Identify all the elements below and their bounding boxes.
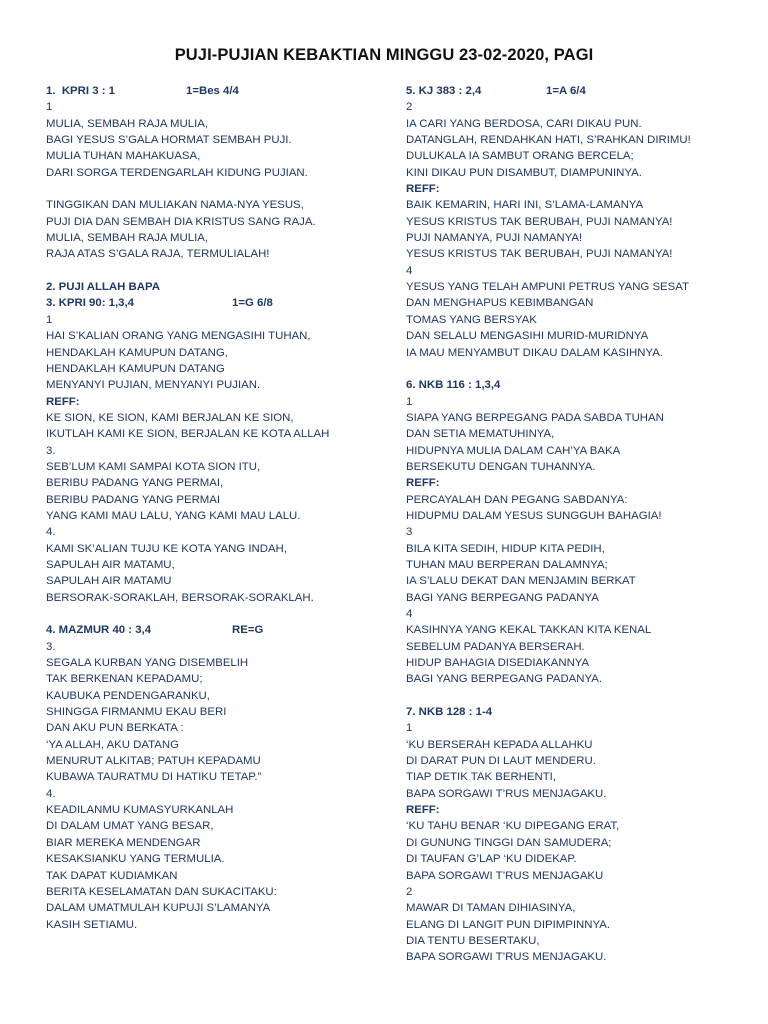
refrain-label: REFF: [406, 804, 440, 817]
lyric-line: MENURUT ALKITAB; PATUH KEPADAMU [46, 755, 261, 768]
lyric-line: BAGI YANG BERPEGANG PADANYA. [406, 673, 603, 686]
lyric-line: 4 [406, 264, 413, 277]
lyric-line: MULIA TUHAN MAHAKUASA, [46, 150, 201, 163]
lyric-line: DI DALAM UMAT YANG BESAR, [46, 820, 214, 833]
lyric-line: BERITA KESELAMATAN DAN SUKACITAKU: [46, 885, 277, 898]
song-title: 2. PUJI ALLAH BAPA [46, 281, 160, 294]
lyric-line: HAI S’KALIAN ORANG YANG MENGASIHI TUHAN, [46, 330, 311, 343]
lyric-line: 1 [46, 101, 53, 114]
lyric-line: DAN MENGHAPUS KEBIMBANGAN [406, 297, 594, 310]
lyric-line: TINGGIKAN DAN MULIAKAN NAMA-NYA YESUS, [46, 199, 304, 212]
lyric-line: BIAR MEREKA MENDENGAR [46, 836, 201, 849]
lyric-line: YESUS KRISTUS TAK BERUBAH, PUJI NAMANYA! [406, 215, 673, 228]
lyric-line: SIAPA YANG BERPEGANG PADA SABDA TUHAN [406, 411, 664, 424]
refrain-label: REFF: [406, 477, 440, 490]
song-number: 5. KJ 383 : 2,4 [406, 85, 482, 97]
lyric-line: HENDAKLAH KAMUPUN DATANG, [46, 346, 228, 359]
song-key: 1=Bes 4/4 [186, 85, 239, 97]
lyric-line: DI DARAT PUN DI LAUT MENDERU. [406, 755, 596, 768]
blank-line [46, 263, 386, 279]
lyric-line: TOMAS YANG BERSYAK [406, 313, 537, 326]
lyric-line: TUHAN MAU BERPERAN DALAMNYA; [406, 558, 608, 571]
song-key: 1=G 6/8 [232, 297, 273, 310]
lyric-line: IA CARI YANG BERDOSA, CARI DIKAU PUN. [406, 117, 642, 130]
lyric-line: ‘YA ALLAH, AKU DATANG [46, 738, 179, 751]
lyric-line: 1 [46, 313, 53, 326]
song-header [46, 622, 386, 638]
lyric-line: PUJI DIA DAN SEMBAH DIA KRISTUS SANG RAJA. [46, 215, 316, 228]
lyric-line: DAN AKU PUN BERKATA : [46, 722, 184, 735]
lyric-line: DIA TENTU BESERTAKU, [406, 934, 540, 947]
lyric-line: YANG KAMI MAU LALU, YANG KAMI MAU LALU. [46, 509, 301, 522]
lyric-line: 1 [406, 395, 413, 408]
lyric-line: BAGI YESUS S’GALA HORMAT SEMBAH PUJI. [46, 134, 292, 147]
page-title: PUJI-PUJIAN KEBAKTIAN MINGGU 23-02-2020, PAGI [174, 46, 594, 64]
lyric-line: DI TAUFAN G’LAP ‘KU DIDEKAP. [406, 853, 577, 866]
lyric-line: 2 [406, 101, 413, 114]
lyric-line: SAPULAH AIR MATAMU [46, 575, 172, 588]
refrain-label: REFF: [406, 183, 440, 196]
left-column [46, 83, 386, 933]
song-number: 1. KPRI 3 : 1 [46, 85, 116, 97]
lyric-line: TIAP DETIK TAK BERHENTI, [406, 771, 557, 784]
blank-line [406, 361, 736, 377]
lyric-line: 4. [46, 526, 56, 539]
lyric-line: 3. [46, 444, 56, 457]
lyric-line: RAJA ATAS S’GALA RAJA, TERMULIALAH! [46, 248, 270, 261]
lyric-line: ELANG DI LANGIT PUN DIPIMPINNYA. [406, 918, 611, 931]
refrain-label: REFF: [46, 395, 80, 408]
lyric-line: SEB’LUM KAMI SAMPAI KOTA SION ITU, [46, 460, 261, 473]
song-key: RE=G [232, 624, 264, 637]
lyric-line: 3. [46, 640, 56, 653]
lyric-line: TAK BERKENAN KEPADAMU; [46, 673, 203, 686]
lyric-line: KESAKSIANKU YANG TERMULIA. [46, 853, 225, 866]
lyric-line: DAN SETIA MEMATUHINYA, [406, 428, 555, 441]
lyric-line: IKUTLAH KAMI KE SION, BERJALAN KE KOTA ALLAH [46, 428, 330, 441]
lyric-line: HIDUPNYA MULIA DALAM CAH’YA BAKA [406, 444, 621, 457]
song-number: 3. KPRI 90: 1,3,4 [46, 297, 135, 310]
song-header [46, 295, 386, 311]
song-number: 4. MAZMUR 40 : 3,4 [46, 624, 152, 637]
lyric-line: BAGI YANG BERPEGANG PADANYA [406, 591, 599, 604]
lyric-line: BAPA SORGAWI T’RUS MENJAGAKU. [406, 787, 607, 800]
lyric-line: PUJI NAMANYA, PUJI NAMANYA! [406, 232, 583, 245]
lyric-line: HENDAKLAH KAMUPUN DATANG [46, 362, 225, 375]
lyric-line: DALAM UMATMULAH KUPUJI S’LAMANYA [46, 902, 271, 915]
lyric-line: MULIA, SEMBAH RAJA MULIA, [46, 232, 209, 245]
song-header [46, 83, 386, 99]
lyric-line: BERSORAK-SORAKLAH, BERSORAK-SORAKLAH. [46, 591, 314, 604]
lyric-line: 4 [406, 608, 413, 620]
right-column [406, 83, 736, 966]
lyric-line: MULIA, SEMBAH RAJA MULIA, [46, 117, 209, 130]
lyric-line: BERIBU PADANG YANG PERMAI [46, 493, 221, 506]
lyric-line: SEBELUM PADANYA BERSERAH. [406, 640, 585, 653]
lyric-line: BAPA SORGAWI T’RUS MENJAGAKU. [406, 951, 607, 964]
lyric-line: BAIK KEMARIN, HARI INI, S’LAMA-LAMANYA [406, 199, 644, 212]
lyric-line: DARI SORGA TERDENGARLAH KIDUNG PUJIAN. [46, 166, 308, 179]
lyric-line: 1 [406, 722, 413, 735]
lyric-line: MAWAR DI TAMAN DIHIASINYA, [406, 902, 576, 915]
blank-line [406, 688, 736, 704]
lyric-line: SAPULAH AIR MATAMU, [46, 558, 175, 571]
lyric-line: KE SION, KE SION, KAMI BERJALAN KE SION, [46, 411, 294, 424]
lyric-line: 4. [46, 787, 56, 800]
lyric-line: PERCAYALAH DAN PEGANG SABDANYA: [406, 493, 628, 506]
lyric-line: YESUS KRISTUS TAK BERUBAH, PUJI NAMANYA! [406, 248, 673, 261]
lyric-line: IA MAU MENYAMBUT DIKAU DALAM KASIHNYA. [406, 346, 663, 359]
lyric-line: ‘KU BERSERAH KEPADA ALLAHKU [406, 738, 593, 751]
lyric-line: MENYANYI PUJIAN, MENYANYI PUJIAN. [46, 379, 261, 392]
lyric-line: KAUBUKA PENDENGARANKU, [46, 689, 210, 702]
lyric-line: 2 [406, 885, 413, 898]
song-key: 1=A 6/4 [546, 85, 586, 97]
lyric-line: YESUS YANG TELAH AMPUNI PETRUS YANG SESAT [406, 281, 689, 294]
lyric-line: 3 [406, 526, 413, 539]
song-title: 7. NKB 128 : 1-4 [406, 706, 493, 719]
lyric-line: KAMI SK’ALIAN TUJU KE KOTA YANG INDAH, [46, 542, 287, 555]
lyric-line: DULUKALA IA SAMBUT ORANG BERCELA; [406, 150, 634, 163]
lyric-line: BAPA SORGAWI T’RUS MENJAGAKU [406, 869, 604, 882]
lyric-line: KASIH SETIAMU. [46, 918, 138, 931]
lyric-line: HIDUPMU DALAM YESUS SUNGGUH BAHAGIA! [406, 509, 662, 522]
lyric-line: KUBAWA TAURATMU DI HATIKU TETAP.” [46, 771, 262, 784]
lyric-line: KASIHNYA YANG KEKAL TAKKAN KITA KENAL [406, 624, 652, 637]
lyric-line: HIDUP BAHAGIA DISEDIAKANNYA [406, 657, 590, 670]
song-title: 6. NKB 116 : 1,3,4 [406, 379, 501, 392]
lyric-line: BILA KITA SEDIH, HIDUP KITA PEDIH, [406, 542, 605, 555]
lyric-line: SHINGGA FIRMANMU EKAU BERI [46, 706, 227, 719]
lyric-line: DAN SELALU MENGASIHI MURID-MURIDNYA [406, 330, 649, 343]
lyric-line: BERIBU PADANG YANG PERMAI, [46, 477, 224, 490]
lyric-line: SEGALA KURBAN YANG DISEMBELIH [46, 657, 249, 670]
lyric-line: ‘KU TAHU BENAR ‘KU DIPEGANG ERAT, [406, 820, 620, 833]
lyric-line: KINI DIKAU PUN DISAMBUT, DIAMPUNINYA. [406, 166, 642, 179]
lyric-line: BERSEKUTU DENGAN TUHANNYA. [406, 460, 596, 473]
blank-line [46, 606, 386, 622]
lyric-line: TAK DAPAT KUDIAMKAN [46, 869, 178, 882]
lyric-line: DI GUNUNG TINGGI DAN SAMUDERA; [406, 836, 612, 849]
lyric-line: DATANGLAH, RENDAHKAN HATI, S’RAHKAN DIRIMU! [406, 134, 691, 147]
lyric-line: IA S’LALU DEKAT DAN MENJAMIN BERKAT [406, 575, 636, 588]
lyric-line: KEADILANMU KUMASYURKANLAH [46, 804, 234, 817]
blank-line [46, 181, 386, 197]
song-header [406, 83, 736, 99]
